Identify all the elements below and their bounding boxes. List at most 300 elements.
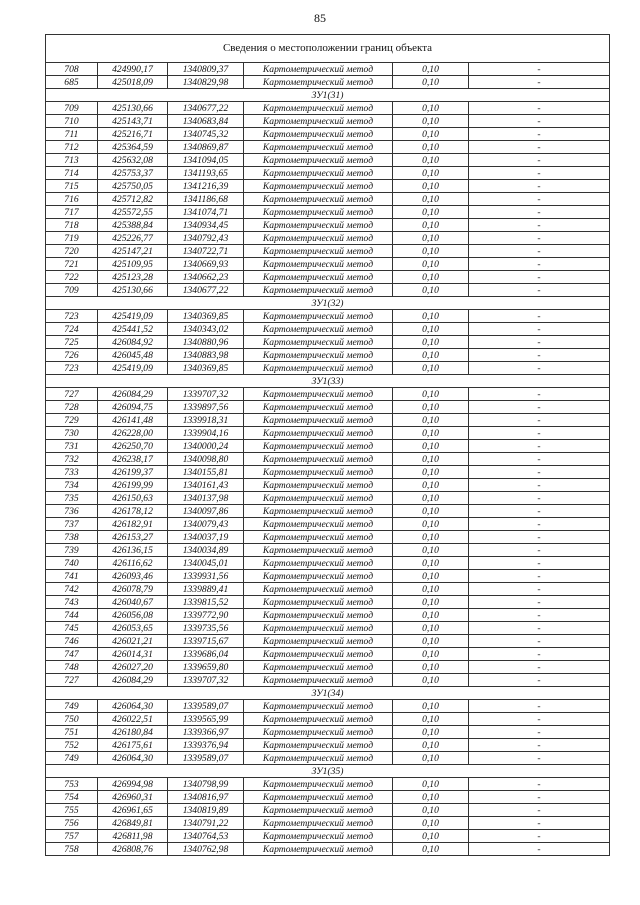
method-cell: Картометрический метод (244, 440, 393, 453)
y-coordinate-cell: 1340677,22 (168, 102, 244, 115)
point-number-cell: 721 (46, 258, 98, 271)
description-cell: - (469, 531, 610, 544)
description-cell: - (469, 752, 610, 765)
description-cell: - (469, 622, 610, 635)
y-coordinate-cell: 1339715,67 (168, 635, 244, 648)
x-coordinate-cell: 426014,31 (98, 648, 168, 661)
y-coordinate-cell: 1340819,89 (168, 804, 244, 817)
table-row (46, 648, 610, 661)
table-row (46, 505, 610, 518)
y-coordinate-cell: 1340669,93 (168, 258, 244, 271)
table-row (46, 674, 610, 687)
precision-cell: 0,10 (393, 284, 469, 297)
method-cell: Картометрический метод (244, 713, 393, 726)
method-cell: Картометрический метод (244, 531, 393, 544)
description-cell: - (469, 245, 610, 258)
precision-cell: 0,10 (393, 492, 469, 505)
x-coordinate-cell: 425750,05 (98, 180, 168, 193)
point-number-cell: 711 (46, 128, 98, 141)
precision-cell: 0,10 (393, 206, 469, 219)
section-row (46, 297, 610, 310)
table-row (46, 713, 610, 726)
table-title: Сведения о местоположении границ объекта (46, 35, 610, 63)
table-row (46, 635, 610, 648)
y-coordinate-cell: 1339904,16 (168, 427, 244, 440)
description-cell: - (469, 206, 610, 219)
y-coordinate-cell: 1340161,43 (168, 479, 244, 492)
point-number-cell: 738 (46, 531, 98, 544)
y-coordinate-cell: 1339889,41 (168, 583, 244, 596)
method-cell: Картометрический метод (244, 817, 393, 830)
precision-cell: 0,10 (393, 154, 469, 167)
description-cell: - (469, 505, 610, 518)
y-coordinate-cell: 1339376,94 (168, 739, 244, 752)
x-coordinate-cell: 426199,37 (98, 466, 168, 479)
point-number-cell: 709 (46, 284, 98, 297)
x-coordinate-cell: 426228,00 (98, 427, 168, 440)
table-row (46, 752, 610, 765)
precision-cell: 0,10 (393, 128, 469, 141)
table-row (46, 518, 610, 531)
method-cell: Картометрический метод (244, 505, 393, 518)
point-number-cell: 720 (46, 245, 98, 258)
y-coordinate-cell: 1339772,90 (168, 609, 244, 622)
section-row (46, 89, 610, 102)
precision-cell: 0,10 (393, 752, 469, 765)
description-cell: - (469, 102, 610, 115)
method-cell: Картометрический метод (244, 336, 393, 349)
description-cell: - (469, 843, 610, 856)
x-coordinate-cell: 426178,12 (98, 505, 168, 518)
precision-cell: 0,10 (393, 713, 469, 726)
y-coordinate-cell: 1339735,56 (168, 622, 244, 635)
description-cell: - (469, 570, 610, 583)
y-coordinate-cell: 1340745,32 (168, 128, 244, 141)
y-coordinate-cell: 1339931,56 (168, 570, 244, 583)
x-coordinate-cell: 426116,62 (98, 557, 168, 570)
y-coordinate-cell: 1340934,45 (168, 219, 244, 232)
precision-cell: 0,10 (393, 804, 469, 817)
description-cell: - (469, 817, 610, 830)
table-row (46, 180, 610, 193)
point-number-cell: 736 (46, 505, 98, 518)
point-number-cell: 685 (46, 76, 98, 89)
method-cell: Картометрический метод (244, 310, 393, 323)
description-cell: - (469, 544, 610, 557)
boundary-table (45, 34, 610, 856)
method-cell: Картометрический метод (244, 804, 393, 817)
y-coordinate-cell: 1339589,07 (168, 752, 244, 765)
y-coordinate-cell: 1339565,99 (168, 713, 244, 726)
description-cell: - (469, 609, 610, 622)
method-cell: Картометрический метод (244, 258, 393, 271)
description-cell: - (469, 557, 610, 570)
method-cell: Картометрический метод (244, 830, 393, 843)
point-number-cell: 746 (46, 635, 98, 648)
description-cell: - (469, 284, 610, 297)
x-coordinate-cell: 426150,63 (98, 492, 168, 505)
precision-cell: 0,10 (393, 544, 469, 557)
method-cell: Картометрический метод (244, 63, 393, 76)
point-number-cell: 757 (46, 830, 98, 843)
x-coordinate-cell: 425364,59 (98, 141, 168, 154)
precision-cell: 0,10 (393, 479, 469, 492)
x-coordinate-cell: 425632,08 (98, 154, 168, 167)
y-coordinate-cell: 1339686,04 (168, 648, 244, 661)
table-row (46, 804, 610, 817)
table-row (46, 466, 610, 479)
x-coordinate-cell: 425441,52 (98, 323, 168, 336)
x-coordinate-cell: 425419,09 (98, 362, 168, 375)
precision-cell: 0,10 (393, 167, 469, 180)
point-number-cell: 708 (46, 63, 98, 76)
table-title-row (46, 35, 610, 63)
method-cell: Картометрический метод (244, 141, 393, 154)
x-coordinate-cell: 426093,46 (98, 570, 168, 583)
description-cell: - (469, 427, 610, 440)
table-row (46, 323, 610, 336)
y-coordinate-cell: 1340798,99 (168, 778, 244, 791)
precision-cell: 0,10 (393, 583, 469, 596)
point-number-cell: 729 (46, 414, 98, 427)
point-number-cell: 737 (46, 518, 98, 531)
method-cell: Картометрический метод (244, 206, 393, 219)
table-row (46, 245, 610, 258)
precision-cell: 0,10 (393, 336, 469, 349)
point-number-cell: 747 (46, 648, 98, 661)
precision-cell: 0,10 (393, 505, 469, 518)
point-number-cell: 731 (46, 440, 98, 453)
precision-cell: 0,10 (393, 648, 469, 661)
precision-cell: 0,10 (393, 362, 469, 375)
table-row (46, 791, 610, 804)
point-number-cell: 755 (46, 804, 98, 817)
point-number-cell: 733 (46, 466, 98, 479)
x-coordinate-cell: 426053,65 (98, 622, 168, 635)
table-row (46, 778, 610, 791)
y-coordinate-cell: 1339659,80 (168, 661, 244, 674)
point-number-cell: 749 (46, 752, 98, 765)
precision-cell: 0,10 (393, 622, 469, 635)
section-row (46, 687, 610, 700)
method-cell: Картометрический метод (244, 167, 393, 180)
point-number-cell: 724 (46, 323, 98, 336)
point-number-cell: 749 (46, 700, 98, 713)
point-number-cell: 745 (46, 622, 98, 635)
point-number-cell: 743 (46, 596, 98, 609)
method-cell: Картометрический метод (244, 453, 393, 466)
x-coordinate-cell: 425226,77 (98, 232, 168, 245)
method-cell: Картометрический метод (244, 674, 393, 687)
table-row (46, 128, 610, 141)
point-number-cell: 735 (46, 492, 98, 505)
point-number-cell: 744 (46, 609, 98, 622)
y-coordinate-cell: 1341186,68 (168, 193, 244, 206)
precision-cell: 0,10 (393, 245, 469, 258)
table-row (46, 739, 610, 752)
method-cell: Картометрический метод (244, 622, 393, 635)
description-cell: - (469, 596, 610, 609)
point-number-cell: 723 (46, 362, 98, 375)
description-cell: - (469, 726, 610, 739)
x-coordinate-cell: 426084,29 (98, 388, 168, 401)
method-cell: Картометрический метод (244, 843, 393, 856)
precision-cell: 0,10 (393, 102, 469, 115)
page-number: 85 (314, 11, 326, 25)
table-row (46, 531, 610, 544)
table-row (46, 570, 610, 583)
table-row (46, 583, 610, 596)
method-cell: Картометрический метод (244, 544, 393, 557)
table-row (46, 219, 610, 232)
table-row (46, 401, 610, 414)
x-coordinate-cell: 426084,29 (98, 674, 168, 687)
section-label: ЗУ1(34) (46, 687, 610, 700)
method-cell: Картометрический метод (244, 739, 393, 752)
table-row (46, 167, 610, 180)
precision-cell: 0,10 (393, 596, 469, 609)
point-number-cell: 725 (46, 336, 98, 349)
precision-cell: 0,10 (393, 453, 469, 466)
precision-cell: 0,10 (393, 349, 469, 362)
point-number-cell: 716 (46, 193, 98, 206)
description-cell: - (469, 739, 610, 752)
point-number-cell: 712 (46, 141, 98, 154)
method-cell: Картометрический метод (244, 726, 393, 739)
x-coordinate-cell: 426238,17 (98, 453, 168, 466)
point-number-cell: 730 (46, 427, 98, 440)
precision-cell: 0,10 (393, 700, 469, 713)
table-row (46, 102, 610, 115)
method-cell: Картометрический метод (244, 778, 393, 791)
precision-cell: 0,10 (393, 739, 469, 752)
description-cell: - (469, 440, 610, 453)
y-coordinate-cell: 1340343,02 (168, 323, 244, 336)
table-row (46, 336, 610, 349)
y-coordinate-cell: 1339897,56 (168, 401, 244, 414)
section-label: ЗУ1(33) (46, 375, 610, 388)
description-cell: - (469, 492, 610, 505)
method-cell: Картометрический метод (244, 323, 393, 336)
table-row (46, 271, 610, 284)
description-cell: - (469, 180, 610, 193)
table-row (46, 622, 610, 635)
precision-cell: 0,10 (393, 791, 469, 804)
method-cell: Картометрический метод (244, 102, 393, 115)
precision-cell: 0,10 (393, 271, 469, 284)
table-row (46, 817, 610, 830)
description-cell: - (469, 76, 610, 89)
x-coordinate-cell: 426961,65 (98, 804, 168, 817)
x-coordinate-cell: 426153,27 (98, 531, 168, 544)
x-coordinate-cell: 426094,75 (98, 401, 168, 414)
y-coordinate-cell: 1340762,98 (168, 843, 244, 856)
description-cell: - (469, 700, 610, 713)
description-cell: - (469, 362, 610, 375)
x-coordinate-cell: 426078,79 (98, 583, 168, 596)
x-coordinate-cell: 424990,17 (98, 63, 168, 76)
section-label: ЗУ1(31) (46, 89, 610, 102)
x-coordinate-cell: 426199,99 (98, 479, 168, 492)
point-number-cell: 717 (46, 206, 98, 219)
y-coordinate-cell: 1340809,37 (168, 63, 244, 76)
y-coordinate-cell: 1340098,80 (168, 453, 244, 466)
table-row (46, 479, 610, 492)
x-coordinate-cell: 426021,21 (98, 635, 168, 648)
x-coordinate-cell: 426022,51 (98, 713, 168, 726)
precision-cell: 0,10 (393, 193, 469, 206)
description-cell: - (469, 674, 610, 687)
table-row (46, 388, 610, 401)
description-cell: - (469, 219, 610, 232)
boundary-table-body (46, 35, 610, 856)
description-cell: - (469, 349, 610, 362)
table-row (46, 154, 610, 167)
table-row (46, 544, 610, 557)
method-cell: Картометрический метод (244, 349, 393, 362)
precision-cell: 0,10 (393, 323, 469, 336)
table-row (46, 830, 610, 843)
y-coordinate-cell: 1341094,05 (168, 154, 244, 167)
table-row (46, 700, 610, 713)
x-coordinate-cell: 426064,30 (98, 752, 168, 765)
description-cell: - (469, 401, 610, 414)
method-cell: Картометрический метод (244, 401, 393, 414)
description-cell: - (469, 791, 610, 804)
x-coordinate-cell: 426808,76 (98, 843, 168, 856)
y-coordinate-cell: 1341074,71 (168, 206, 244, 219)
precision-cell: 0,10 (393, 76, 469, 89)
table-row (46, 258, 610, 271)
method-cell: Картометрический метод (244, 180, 393, 193)
precision-cell: 0,10 (393, 570, 469, 583)
method-cell: Картометрический метод (244, 557, 393, 570)
x-coordinate-cell: 426994,98 (98, 778, 168, 791)
precision-cell: 0,10 (393, 440, 469, 453)
description-cell: - (469, 167, 610, 180)
y-coordinate-cell: 1340000,24 (168, 440, 244, 453)
section-row (46, 375, 610, 388)
x-coordinate-cell: 426250,70 (98, 440, 168, 453)
x-coordinate-cell: 425147,21 (98, 245, 168, 258)
method-cell: Картометрический метод (244, 271, 393, 284)
x-coordinate-cell: 426960,31 (98, 791, 168, 804)
point-number-cell: 742 (46, 583, 98, 596)
x-coordinate-cell: 425388,84 (98, 219, 168, 232)
description-cell: - (469, 154, 610, 167)
y-coordinate-cell: 1339366,97 (168, 726, 244, 739)
point-number-cell: 719 (46, 232, 98, 245)
x-coordinate-cell: 425143,71 (98, 115, 168, 128)
precision-cell: 0,10 (393, 401, 469, 414)
y-coordinate-cell: 1340791,22 (168, 817, 244, 830)
table-row (46, 232, 610, 245)
method-cell: Картометрический метод (244, 115, 393, 128)
method-cell: Картометрический метод (244, 596, 393, 609)
table-row (46, 414, 610, 427)
y-coordinate-cell: 1340662,23 (168, 271, 244, 284)
precision-cell: 0,10 (393, 310, 469, 323)
precision-cell: 0,10 (393, 609, 469, 622)
table-row (46, 115, 610, 128)
x-coordinate-cell: 425130,66 (98, 284, 168, 297)
y-coordinate-cell: 1340683,84 (168, 115, 244, 128)
y-coordinate-cell: 1340792,43 (168, 232, 244, 245)
description-cell: - (469, 661, 610, 674)
method-cell: Картометрический метод (244, 466, 393, 479)
point-number-cell: 751 (46, 726, 98, 739)
y-coordinate-cell: 1340034,89 (168, 544, 244, 557)
description-cell: - (469, 323, 610, 336)
table-row (46, 440, 610, 453)
precision-cell: 0,10 (393, 258, 469, 271)
table-row (46, 453, 610, 466)
x-coordinate-cell: 426027,20 (98, 661, 168, 674)
method-cell: Картометрический метод (244, 284, 393, 297)
precision-cell: 0,10 (393, 141, 469, 154)
description-cell: - (469, 310, 610, 323)
point-number-cell: 713 (46, 154, 98, 167)
method-cell: Картометрический метод (244, 128, 393, 141)
point-number-cell: 714 (46, 167, 98, 180)
y-coordinate-cell: 1339918,31 (168, 414, 244, 427)
method-cell: Картометрический метод (244, 219, 393, 232)
point-number-cell: 748 (46, 661, 98, 674)
point-number-cell: 750 (46, 713, 98, 726)
table-row (46, 609, 610, 622)
precision-cell: 0,10 (393, 726, 469, 739)
table-row (46, 284, 610, 297)
point-number-cell: 715 (46, 180, 98, 193)
table-row (46, 492, 610, 505)
precision-cell: 0,10 (393, 674, 469, 687)
x-coordinate-cell: 426136,15 (98, 544, 168, 557)
y-coordinate-cell: 1340137,98 (168, 492, 244, 505)
point-number-cell: 754 (46, 791, 98, 804)
point-number-cell: 756 (46, 817, 98, 830)
table-row (46, 206, 610, 219)
table-row (46, 76, 610, 89)
x-coordinate-cell: 426040,67 (98, 596, 168, 609)
method-cell: Картометрический метод (244, 479, 393, 492)
description-cell: - (469, 388, 610, 401)
x-coordinate-cell: 425216,71 (98, 128, 168, 141)
section-label: ЗУ1(32) (46, 297, 610, 310)
point-number-cell: 727 (46, 674, 98, 687)
y-coordinate-cell: 1341216,39 (168, 180, 244, 193)
method-cell: Картометрический метод (244, 414, 393, 427)
section-label: ЗУ1(35) (46, 765, 610, 778)
description-cell: - (469, 479, 610, 492)
table-row (46, 193, 610, 206)
point-number-cell: 726 (46, 349, 98, 362)
y-coordinate-cell: 1339707,32 (168, 674, 244, 687)
x-coordinate-cell: 426056,08 (98, 609, 168, 622)
y-coordinate-cell: 1340369,85 (168, 362, 244, 375)
table-row (46, 661, 610, 674)
y-coordinate-cell: 1340829,98 (168, 76, 244, 89)
description-cell: - (469, 778, 610, 791)
precision-cell: 0,10 (393, 427, 469, 440)
y-coordinate-cell: 1339707,32 (168, 388, 244, 401)
description-cell: - (469, 466, 610, 479)
description-cell: - (469, 453, 610, 466)
y-coordinate-cell: 1341193,65 (168, 167, 244, 180)
section-row (46, 765, 610, 778)
table-row (46, 310, 610, 323)
method-cell: Картометрический метод (244, 76, 393, 89)
method-cell: Картометрический метод (244, 362, 393, 375)
